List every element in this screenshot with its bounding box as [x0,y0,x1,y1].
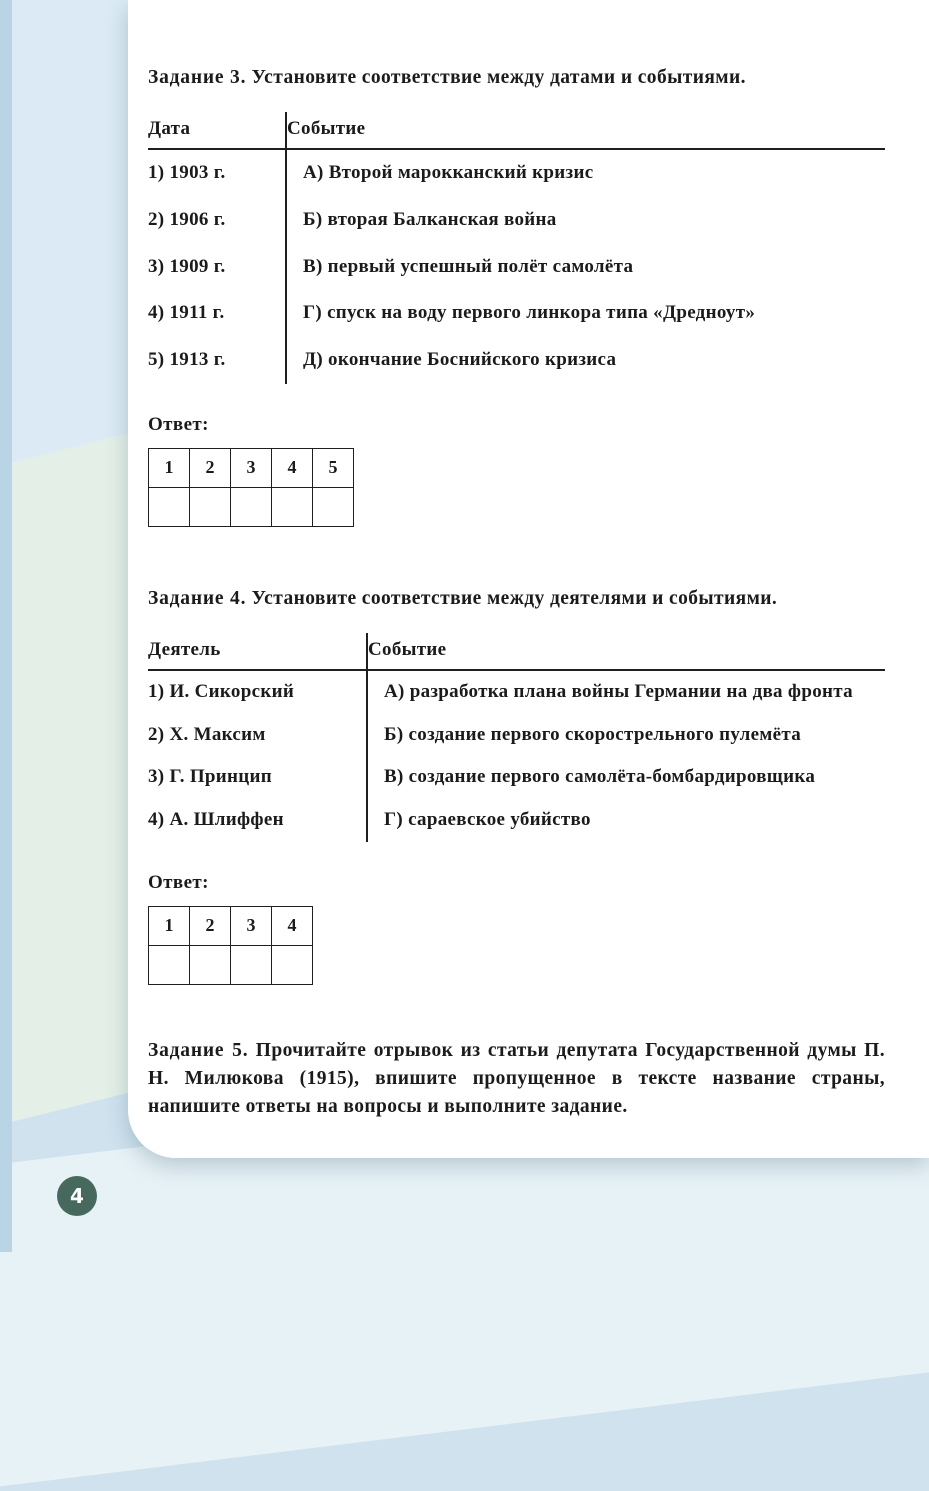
task4-title-text: Установите соответствие между деятелями и событиями. [251,587,778,609]
workbook-page [128,0,929,1158]
answer-input-cell[interactable] [149,488,190,527]
task5-title [148,1037,885,1122]
task4-answer-label: Ответ: [148,871,209,893]
page-content [128,0,929,1122]
task4-title-label: Задание 4. [148,587,247,609]
answer-input-cell[interactable] [272,488,313,527]
task5-title-label: Задание 5. [148,1039,249,1061]
event-cell: Г) спуск на воду первого линкора типа «Дредноут» [285,290,885,337]
answer-input-cell[interactable] [231,946,272,985]
event-cell: Б) создание первого скорострельного пулемёта [366,714,885,757]
task5-title-text: Прочитайте отрывок из статьи депутата Государственной думы П. Н. Милюкова (1915), впишите пропущенное в тексте название страны, напишите ответы на вопросы и выполните задание. [148,1039,885,1118]
event-cell: В) первый успешный полёт самолёта [285,244,885,291]
answer-grid-number: 5 [313,449,354,488]
date-cell: 5) 1913 г. [148,349,226,371]
event-cell: Д) окончание Боснийского кризиса [285,337,885,384]
task3-answer-grid [148,448,354,527]
person-cell: 1) И. Сикорский [148,680,295,702]
table-row [148,244,885,291]
date-cell: 2) 1906 г. [148,208,226,230]
task3-header-date: Дата [148,118,191,140]
date-cell: 3) 1909 г. [148,255,226,277]
task3-table-header [148,112,885,150]
table-row [148,290,885,337]
task3-header-event: Событие [285,112,885,148]
answer-grid-number: 2 [190,449,231,488]
table-row [148,714,885,757]
event-cell: А) разработка плана войны Германии на два фронта [366,671,885,714]
person-cell: 4) А. Шлиффен [148,809,284,831]
page-number: 4 [70,1184,84,1208]
table-row [148,756,885,799]
task3-title-text: Установите соответствие между датами и событиями. [251,67,746,88]
person-cell: 3) Г. Принцип [148,766,273,788]
task4-header-event: Событие [366,633,885,669]
person-cell: 2) Х. Максим [148,723,266,745]
answer-input-cell[interactable] [190,488,231,527]
answer-grid-number: 4 [272,449,313,488]
task3-title [148,64,885,92]
task3-match-table [148,112,885,383]
date-cell: 4) 1911 г. [148,302,225,324]
answer-grid-number: 3 [231,449,272,488]
task4-title [148,585,885,613]
answer-input-cell[interactable] [149,946,190,985]
task3-section [148,64,885,527]
task3-title-label: Задание 3. [148,67,247,88]
task4-header-person: Деятель [148,638,221,660]
task4-section [148,585,885,985]
table-row [148,197,885,244]
task4-match-table [148,633,885,842]
task5-section [148,1037,885,1122]
task3-answer-label: Ответ: [148,413,209,435]
date-cell: 1) 1903 г. [148,162,226,184]
answer-grid-number: 1 [149,907,190,946]
table-row [148,337,885,384]
answer-grid-number: 3 [231,907,272,946]
task4-answer-grid [148,906,313,985]
answer-grid-number: 1 [149,449,190,488]
task4-table-header [148,633,885,671]
event-cell: Б) вторая Балканская война [285,197,885,244]
event-cell: В) создание первого самолёта-бомбардировщика [366,756,885,799]
answer-grid-number: 4 [272,907,313,946]
table-row [148,799,885,842]
event-cell: А) Второй марокканский кризис [285,150,885,197]
answer-input-cell[interactable] [272,946,313,985]
answer-grid-number: 2 [190,907,231,946]
background-left-strip [0,0,12,1252]
answer-input-cell[interactable] [190,946,231,985]
answer-input-cell[interactable] [313,488,354,527]
table-row [148,150,885,197]
answer-input-cell[interactable] [231,488,272,527]
page-number-badge [57,1176,97,1216]
table-row [148,671,885,714]
event-cell: Г) сараевское убийство [366,799,885,842]
